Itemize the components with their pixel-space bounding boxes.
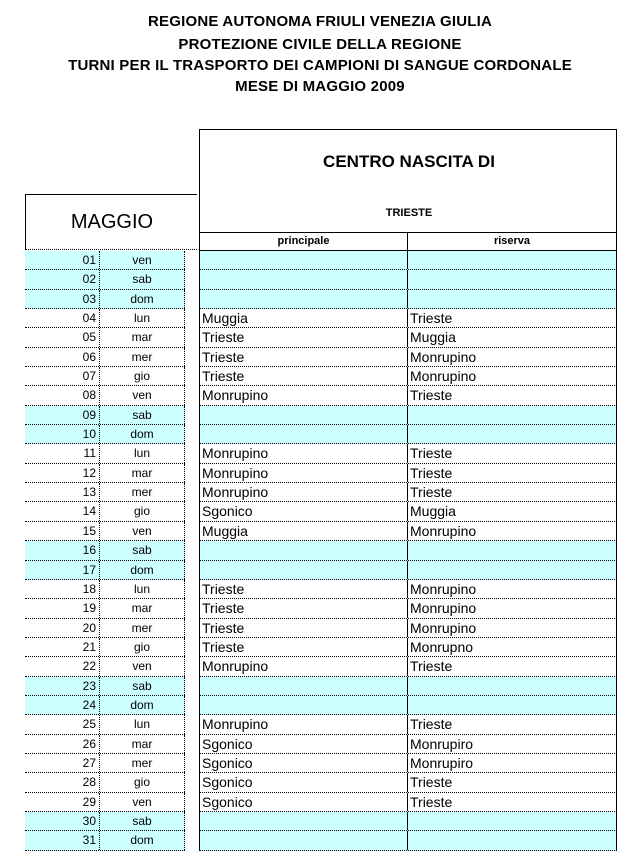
riserva-cell: Monrupino bbox=[410, 619, 477, 636]
city-label: TRIESTE bbox=[385, 207, 433, 219]
day-row bbox=[25, 599, 185, 618]
day-row bbox=[25, 812, 185, 831]
day-number: 03 bbox=[25, 290, 100, 308]
day-row bbox=[25, 386, 185, 405]
shift-row bbox=[199, 696, 617, 715]
shift-row bbox=[199, 677, 617, 696]
riserva-cell: Trieste bbox=[410, 445, 453, 462]
day-number: 12 bbox=[25, 464, 100, 482]
principale-cell: Monrupino bbox=[200, 483, 408, 501]
riserva-cell: Monrupiro bbox=[410, 735, 474, 752]
shift-row bbox=[199, 328, 617, 347]
day-row bbox=[25, 735, 185, 754]
shifts-table bbox=[199, 251, 617, 851]
riserva-cell: Monrupino bbox=[410, 522, 477, 539]
riserva-cell: Trieste bbox=[410, 793, 453, 810]
shift-row bbox=[199, 754, 617, 773]
day-of-week: sab bbox=[100, 541, 185, 559]
principale-cell: Monrupino bbox=[200, 464, 408, 482]
day-of-week: ven bbox=[100, 657, 185, 675]
principale-cell: Trieste bbox=[200, 367, 408, 385]
shift-row bbox=[199, 561, 617, 580]
riserva-cell: Monrupino bbox=[410, 600, 477, 617]
day-number: 21 bbox=[25, 638, 100, 656]
principale-cell: Muggia bbox=[200, 522, 408, 540]
day-number: 07 bbox=[25, 367, 100, 385]
principale-cell bbox=[200, 406, 408, 424]
day-number: 16 bbox=[25, 541, 100, 559]
day-row bbox=[25, 773, 185, 792]
shift-row bbox=[199, 599, 617, 618]
title-line-4: MESE DI MAGGIO 2009 bbox=[235, 78, 405, 95]
day-row bbox=[25, 367, 185, 386]
day-number: 26 bbox=[25, 735, 100, 753]
shift-row bbox=[199, 793, 617, 812]
principale-cell: Sgonico bbox=[200, 502, 408, 520]
principale-cell bbox=[200, 812, 408, 830]
day-row bbox=[25, 657, 185, 676]
shift-row bbox=[199, 638, 617, 657]
principale-cell: Trieste bbox=[200, 580, 408, 598]
principale-cell: Sgonico bbox=[200, 735, 408, 753]
shift-row bbox=[199, 348, 617, 367]
day-number: 11 bbox=[25, 444, 100, 462]
day-of-week: ven bbox=[100, 251, 185, 269]
riserva-cell: Monrupino bbox=[410, 580, 477, 597]
shift-row bbox=[199, 502, 617, 521]
principale-cell bbox=[200, 270, 408, 288]
day-number: 24 bbox=[25, 696, 100, 714]
day-of-week: lun bbox=[100, 580, 185, 598]
day-row bbox=[25, 270, 185, 289]
shift-row bbox=[199, 831, 617, 850]
day-number: 20 bbox=[25, 619, 100, 637]
shift-row bbox=[199, 483, 617, 502]
day-number: 30 bbox=[25, 812, 100, 830]
principale-cell bbox=[200, 541, 408, 559]
day-number: 18 bbox=[25, 580, 100, 598]
shift-row bbox=[199, 367, 617, 386]
day-row bbox=[25, 831, 185, 850]
day-row bbox=[25, 502, 185, 521]
riserva-cell: Muggia bbox=[410, 329, 456, 346]
shift-row bbox=[199, 406, 617, 425]
day-number: 31 bbox=[25, 831, 100, 849]
day-row bbox=[25, 677, 185, 696]
day-row bbox=[25, 754, 185, 773]
day-of-week: mer bbox=[100, 754, 185, 772]
day-number: 13 bbox=[25, 483, 100, 501]
title-line-1: REGIONE AUTONOMA FRIULI VENEZIA GIULIA bbox=[148, 13, 492, 30]
riserva-cell bbox=[408, 541, 616, 559]
day-row bbox=[25, 696, 185, 715]
riserva-cell: Trieste bbox=[410, 387, 453, 404]
principale-cell: Sgonico bbox=[200, 754, 408, 772]
principale-cell bbox=[200, 251, 408, 269]
day-of-week: mer bbox=[100, 619, 185, 637]
day-row bbox=[25, 541, 185, 560]
principale-cell: Monrupino bbox=[200, 715, 408, 733]
riserva-cell bbox=[408, 696, 616, 714]
day-of-week: dom bbox=[100, 425, 185, 443]
riserva-cell bbox=[408, 406, 616, 424]
riserva-cell bbox=[408, 290, 616, 308]
riserva-cell: Trieste bbox=[410, 484, 453, 501]
month-header bbox=[25, 194, 197, 250]
riserva-cell bbox=[408, 677, 616, 695]
principale-cell: Trieste bbox=[200, 599, 408, 617]
title-line-2: PROTEZIONE CIVILE DELLA REGIONE bbox=[178, 36, 462, 53]
shift-row bbox=[199, 580, 617, 599]
day-number: 17 bbox=[25, 561, 100, 579]
principale-cell: Trieste bbox=[200, 619, 408, 637]
center-title: CENTRO NASCITA DI bbox=[323, 152, 495, 171]
column-headers bbox=[199, 232, 617, 251]
shift-row bbox=[199, 444, 617, 463]
riserva-cell: Monrupiro bbox=[410, 754, 474, 771]
shift-row bbox=[199, 251, 617, 270]
riserva-cell bbox=[408, 425, 616, 443]
principale-cell: Trieste bbox=[200, 328, 408, 346]
day-of-week: mer bbox=[100, 348, 185, 366]
principale-cell bbox=[200, 425, 408, 443]
day-of-week: mar bbox=[100, 464, 185, 482]
day-of-week: mar bbox=[100, 599, 185, 617]
day-row bbox=[25, 251, 185, 270]
day-of-week: sab bbox=[100, 812, 185, 830]
day-row bbox=[25, 290, 185, 309]
riserva-cell: Trieste bbox=[410, 658, 453, 675]
shift-row bbox=[199, 270, 617, 289]
riserva-cell bbox=[408, 561, 616, 579]
shift-row bbox=[199, 309, 617, 328]
day-of-week: mar bbox=[100, 328, 185, 346]
riserva-cell: Monrupino bbox=[410, 368, 477, 385]
day-row bbox=[25, 619, 185, 638]
day-number: 23 bbox=[25, 677, 100, 695]
principale-cell: Trieste bbox=[200, 348, 408, 366]
column-header-riserva: riserva bbox=[493, 235, 531, 247]
day-number: 08 bbox=[25, 386, 100, 404]
day-row bbox=[25, 483, 185, 502]
principale-cell bbox=[200, 290, 408, 308]
riserva-cell: Muggia bbox=[410, 503, 456, 520]
principale-cell: Sgonico bbox=[200, 793, 408, 811]
riserva-cell: Trieste bbox=[410, 310, 453, 327]
day-of-week: dom bbox=[100, 561, 185, 579]
shift-row bbox=[199, 464, 617, 483]
column-header-principale: principale bbox=[200, 233, 408, 250]
riserva-cell: Trieste bbox=[410, 716, 453, 733]
day-row bbox=[25, 638, 185, 657]
day-of-week: sab bbox=[100, 406, 185, 424]
day-number: 22 bbox=[25, 657, 100, 675]
day-row bbox=[25, 328, 185, 347]
day-of-week: gio bbox=[100, 638, 185, 656]
day-number: 09 bbox=[25, 406, 100, 424]
day-number: 27 bbox=[25, 754, 100, 772]
day-of-week: mer bbox=[100, 483, 185, 501]
shift-row bbox=[199, 715, 617, 734]
day-row bbox=[25, 580, 185, 599]
day-row bbox=[25, 425, 185, 444]
riserva-cell: Trieste bbox=[410, 464, 453, 481]
principale-cell: Monrupino bbox=[200, 444, 408, 462]
shift-row bbox=[199, 290, 617, 309]
day-of-week: dom bbox=[100, 831, 185, 849]
day-number: 29 bbox=[25, 793, 100, 811]
day-of-week: dom bbox=[100, 290, 185, 308]
day-number: 14 bbox=[25, 502, 100, 520]
principale-cell bbox=[200, 831, 408, 849]
day-row bbox=[25, 522, 185, 541]
day-of-week: lun bbox=[100, 309, 185, 327]
riserva-cell bbox=[408, 251, 616, 269]
day-number: 05 bbox=[25, 328, 100, 346]
shift-row bbox=[199, 619, 617, 638]
principale-cell: Sgonico bbox=[200, 773, 408, 791]
day-number: 02 bbox=[25, 270, 100, 288]
day-of-week: mar bbox=[100, 735, 185, 753]
day-of-week: sab bbox=[100, 270, 185, 288]
riserva-cell bbox=[408, 831, 616, 849]
principale-cell: Muggia bbox=[200, 309, 408, 327]
day-number: 10 bbox=[25, 425, 100, 443]
shift-row bbox=[199, 812, 617, 831]
riserva-cell: Monrupno bbox=[410, 638, 474, 655]
shift-row bbox=[199, 425, 617, 444]
principale-cell bbox=[200, 696, 408, 714]
day-number: 19 bbox=[25, 599, 100, 617]
day-of-week: lun bbox=[100, 444, 185, 462]
principale-cell bbox=[200, 561, 408, 579]
day-of-week: lun bbox=[100, 715, 185, 733]
day-of-week: gio bbox=[100, 773, 185, 791]
shift-row bbox=[199, 541, 617, 560]
day-of-week: gio bbox=[100, 367, 185, 385]
month-divider bbox=[25, 249, 197, 250]
riserva-cell: Monrupino bbox=[410, 348, 477, 365]
day-number: 06 bbox=[25, 348, 100, 366]
shift-row bbox=[199, 522, 617, 541]
day-row bbox=[25, 561, 185, 580]
shift-row bbox=[199, 386, 617, 405]
shift-row bbox=[199, 657, 617, 676]
day-of-week: gio bbox=[100, 502, 185, 520]
shift-row bbox=[199, 773, 617, 792]
day-of-week: dom bbox=[100, 696, 185, 714]
title-line-3: TURNI PER IL TRASPORTO DEI CAMPIONI DI SANGUE CORDONALE bbox=[68, 57, 572, 74]
day-row bbox=[25, 309, 185, 328]
riserva-cell bbox=[408, 812, 616, 830]
day-number: 28 bbox=[25, 773, 100, 791]
month-label: MAGGIO bbox=[70, 211, 154, 233]
center-header bbox=[199, 129, 617, 232]
principale-cell: Trieste bbox=[200, 638, 408, 656]
day-number: 25 bbox=[25, 715, 100, 733]
principale-cell: Monrupino bbox=[200, 657, 408, 675]
day-number: 15 bbox=[25, 522, 100, 540]
day-row bbox=[25, 444, 185, 463]
riserva-cell bbox=[408, 270, 616, 288]
shift-row bbox=[199, 735, 617, 754]
principale-cell bbox=[200, 677, 408, 695]
day-row bbox=[25, 793, 185, 812]
riserva-cell: Trieste bbox=[410, 774, 453, 791]
day-row bbox=[25, 348, 185, 367]
days-column bbox=[25, 251, 185, 851]
day-number: 01 bbox=[25, 251, 100, 269]
principale-cell: Monrupino bbox=[200, 386, 408, 404]
day-row bbox=[25, 715, 185, 734]
day-of-week: ven bbox=[100, 386, 185, 404]
day-row bbox=[25, 464, 185, 483]
day-of-week: sab bbox=[100, 677, 185, 695]
day-row bbox=[25, 406, 185, 425]
day-of-week: ven bbox=[100, 793, 185, 811]
day-number: 04 bbox=[25, 309, 100, 327]
day-of-week: ven bbox=[100, 522, 185, 540]
